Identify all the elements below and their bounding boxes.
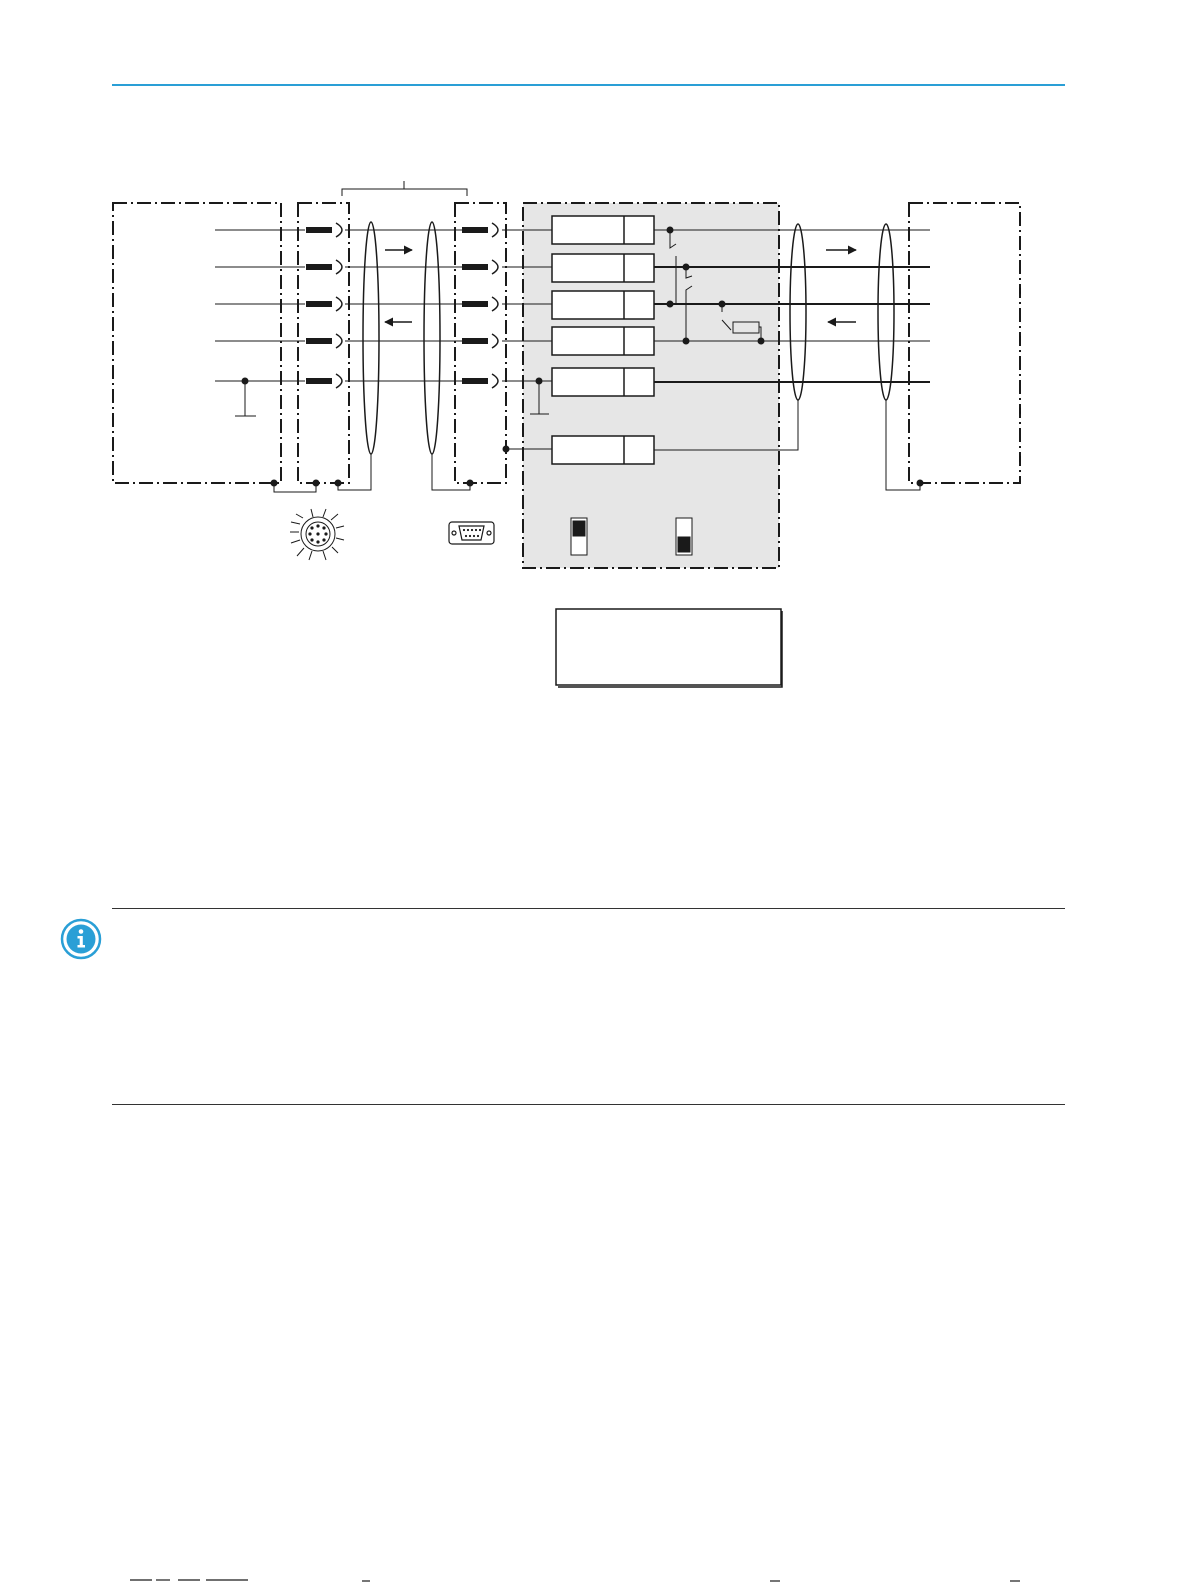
left-plug-contacts bbox=[306, 223, 342, 388]
cable-shield-right-1 bbox=[790, 224, 806, 400]
dip-switch-a bbox=[571, 518, 587, 555]
right-device-boundary bbox=[909, 203, 1020, 483]
cable-shield-left-2 bbox=[424, 222, 440, 454]
cable-shield-left-1 bbox=[363, 222, 379, 454]
wiring-diagram bbox=[0, 0, 1192, 700]
cable-bracket bbox=[342, 181, 467, 196]
right-plug-contacts bbox=[462, 223, 498, 388]
info-icon bbox=[60, 918, 102, 960]
circular-multipin-connector-icon bbox=[290, 509, 344, 560]
left-device-boundary bbox=[113, 203, 281, 483]
note-rule-bottom bbox=[112, 1104, 1065, 1105]
cable-shield-right-2 bbox=[878, 224, 894, 400]
dip-switch-b bbox=[676, 518, 692, 555]
ground-symbol-left bbox=[235, 381, 256, 416]
label-box bbox=[556, 609, 781, 685]
sub-d-connector-icon bbox=[449, 522, 494, 544]
footer-marks bbox=[130, 1578, 1130, 1585]
note-rule-top bbox=[112, 908, 1065, 909]
